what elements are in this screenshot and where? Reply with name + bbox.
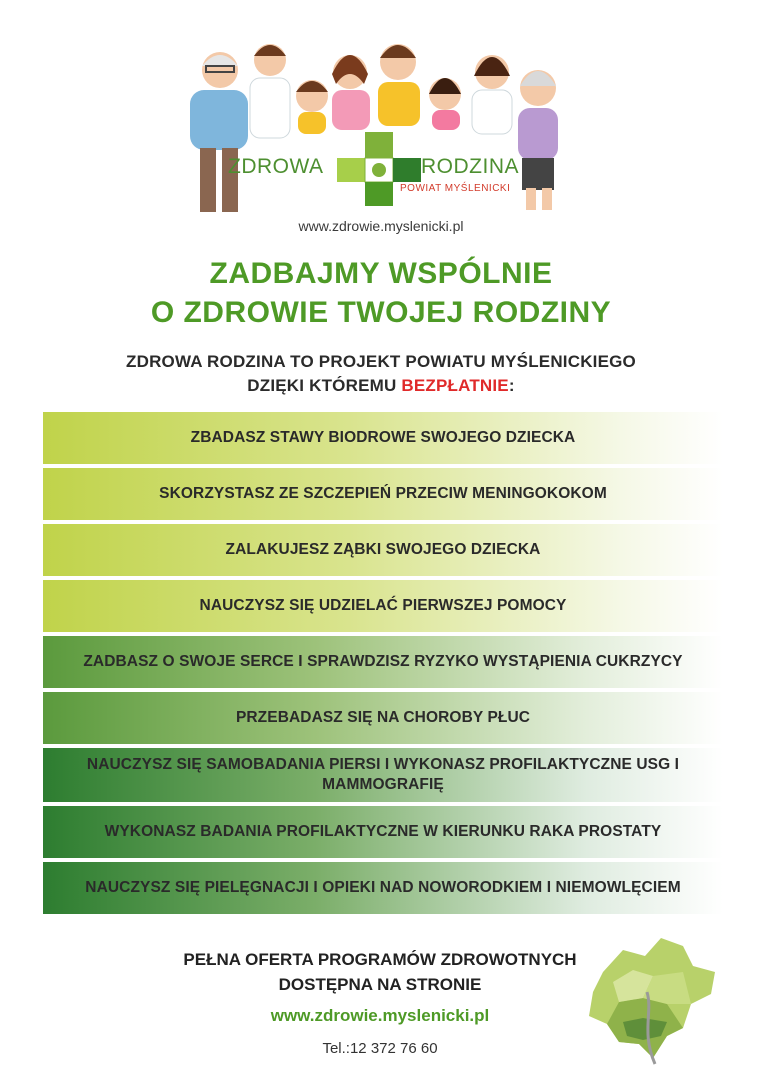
doctor-woman-figure [472,55,512,134]
service-item: NAUCZYSZ SIĘ UDZIELAĆ PIERWSZEJ POMOCY [43,580,723,632]
intro-line1: ZDROWA RODZINA TO PROJEKT POWIATU MYŚLENICKIEGO [126,352,636,371]
logo-word-rodzina: RODZINA [421,155,519,178]
service-item: ZBADASZ STAWY BIODROWE SWOJEGO DZIECKA [43,412,723,464]
intro-line2-post: : [508,376,515,395]
mom-figure [332,55,370,130]
service-item: NAUCZYSZ SIĘ SAMOBADANIA PIERSI I WYKONASZ PROFILAKTYCZNE USG I MAMMOGRAFIĘ [43,748,723,802]
logo-url-link[interactable]: www.zdrowie.myslenicki.pl [298,218,464,234]
girl-figure [429,78,461,130]
logo-subtitle: POWIAT MYŚLENICKI [400,183,511,194]
main-heading-line1: ZADBAJMY WSPÓLNIE [209,257,553,290]
footer-url-link[interactable]: www.zdrowie.myslenicki.pl [270,1006,490,1025]
service-item: PRZEBADASZ SIĘ NA CHOROBY PŁUC [43,692,723,744]
free-of-charge-highlight: BEZPŁATNIE [401,376,509,395]
grandma-figure [518,70,558,210]
family-illustration [170,28,590,218]
intro-line2 [0,376,762,396]
footer-line1: PEŁNA OFERTA PROGRAMÓW ZDROWOTNYCH [183,950,577,969]
boy-figure [296,80,328,134]
logo-word-zdrowa: ZDROWA [228,155,324,178]
footer-line2: DOSTĘPNA NA STRONIE [278,975,482,994]
service-item: ZALAKUJESZ ZĄBKI SWOJEGO DZIECKA [43,524,723,576]
service-item: ZADBASZ O SWOJE SERCE I SPRAWDZISZ RYZYKO WYSTĄPIENIA CUKRZYCY [43,636,723,688]
service-item: NAUCZYSZ SIĘ PIELĘGNACJI I OPIEKI NAD NOWORODKIEM I NIEMOWLĘCIEM [43,862,723,914]
services-list [43,412,723,918]
grandpa-figure [190,52,248,212]
service-item: SKORZYSTASZ ZE SZCZEPIEŃ PRZECIW MENINGOKOKOM [43,468,723,520]
cross-logo [337,132,421,206]
doctor-man-figure [250,44,290,138]
footer-phone: Tel.:12 372 76 60 [322,1040,438,1057]
main-heading-line2: O ZDROWIE TWOJEJ RODZINY [150,296,612,329]
county-map-icon [583,932,721,1068]
dad-figure [378,44,420,126]
intro-line2-pre: DZIĘKI KTÓREMU [247,376,402,395]
service-item: WYKONASZ BADANIA PROFILAKTYCZNE W KIERUNKU RAKA PROSTATY [43,806,723,858]
